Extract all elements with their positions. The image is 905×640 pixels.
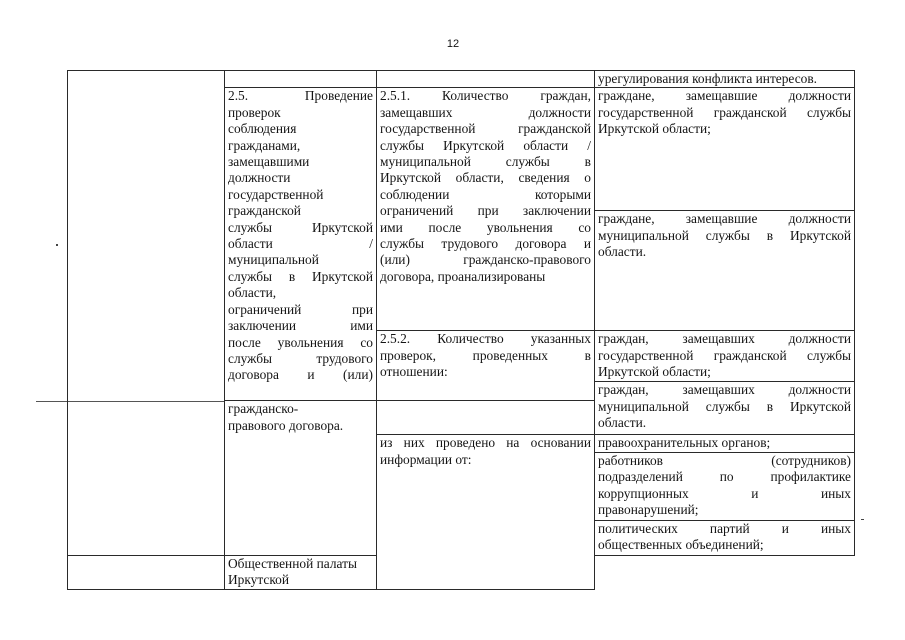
- text-line: Иркутской области;: [598, 364, 711, 380]
- empty-first-column-end: [68, 555, 225, 589]
- text-line: службы Иркутской области /: [380, 137, 591, 153]
- indicator-cell-continuation: [595, 71, 855, 88]
- text-line: 2.5.2. Количество указанных: [380, 331, 591, 347]
- source-employees-text: [598, 453, 851, 519]
- text-line: информации от:: [380, 451, 472, 467]
- indicator-2-5-2-cell: [377, 331, 595, 401]
- text-line: правонарушений;: [598, 502, 699, 518]
- text-line: области.: [598, 415, 647, 431]
- text-line: из них проведено на основании: [380, 435, 591, 451]
- source-public-chamber-cell: [225, 555, 377, 589]
- text-line: гражданами,: [228, 137, 301, 153]
- cell-text: урегулирования конфликта интересов.: [598, 71, 818, 86]
- target-2-5-1-municipal-text: [598, 211, 851, 260]
- text-line: службы трудового договора и: [380, 236, 591, 252]
- target-2-5-2-municipal-cell: [595, 382, 855, 435]
- text-line: граждане, замещавшие должности: [598, 88, 851, 104]
- page-number: 12: [446, 38, 460, 50]
- target-2-5-1-state-cell: [595, 88, 855, 211]
- empty-first-column: [68, 71, 225, 556]
- text-line: государственной гражданской службы: [598, 347, 851, 363]
- text-line: политических партий и иных: [598, 520, 851, 536]
- target-2-5-1-state-text: [598, 88, 851, 137]
- text-line: муниципальной: [228, 252, 319, 268]
- text-line: 2.5. Проведение: [228, 88, 373, 104]
- text-line: государственной гражданской: [380, 121, 591, 137]
- empty-cell: [377, 401, 595, 435]
- text-line: Иркутской области, сведения о: [380, 170, 591, 186]
- text-line: ими после увольнения со: [380, 219, 591, 235]
- text-line: гражданско-: [228, 401, 299, 417]
- target-2-5-1-municipal-cell: [595, 211, 855, 331]
- document-table: [67, 70, 855, 590]
- text-line: после увольнения со: [228, 334, 373, 350]
- text-line: договора, проанализированы: [380, 268, 546, 284]
- source-parties-cell: [595, 520, 855, 555]
- target-2-5-2-state-text: [598, 331, 851, 380]
- text-line: ограничений при: [228, 301, 373, 317]
- text-line: области,: [228, 285, 277, 301]
- text-line: заключении ими: [228, 318, 373, 334]
- text-line: области.: [598, 244, 647, 260]
- measure-2-5-continuation-cell: [225, 401, 377, 555]
- scan-speck: [56, 244, 58, 246]
- text-line: Общественной палаты Иркутской: [228, 555, 357, 588]
- text-line: службы в Иркутской: [228, 268, 373, 284]
- measure-2-5-cell: [225, 88, 377, 401]
- text-line: договора и (или): [228, 367, 373, 383]
- indicator-2-5-1-cell: [377, 88, 595, 331]
- empty-cell: [225, 71, 377, 88]
- text-line: муниципальной службы в Иркутской: [598, 227, 851, 243]
- text-line: государственной: [228, 186, 324, 202]
- text-line: службы Иркутской: [228, 219, 373, 235]
- target-2-5-2-municipal-text: [598, 382, 851, 431]
- text-line: граждане, замещавшие должности: [598, 211, 851, 227]
- text-line: области /: [228, 236, 373, 252]
- text-line: коррупционных и иных: [598, 485, 851, 501]
- indicator-2-5-2-text: [380, 331, 591, 380]
- text-line: работников (сотрудников): [598, 452, 851, 468]
- text-line: (или) гражданско-правового: [380, 252, 591, 268]
- text-line: государственной гражданской службы: [598, 104, 851, 120]
- source-law-enforcement-text: [598, 435, 851, 451]
- empty-cell: [377, 71, 595, 88]
- text-line: граждан, замещавших должности: [598, 331, 851, 347]
- measure-2-5-text-continued: [228, 401, 373, 434]
- text-line: муниципальной службы в Иркутской: [598, 398, 851, 414]
- source-public-chamber-text: [228, 556, 373, 589]
- target-2-5-2-state-cell: [595, 331, 855, 382]
- text-line: подразделений по профилактике: [598, 469, 851, 485]
- source-employees-cell: [595, 452, 855, 520]
- text-line: гражданской: [228, 203, 301, 219]
- text-line: соблюдения: [228, 121, 297, 137]
- indicator-basis-cell: [377, 435, 595, 589]
- text-line: граждан, замещавших должности: [598, 382, 851, 398]
- text-line: проверок, проведенных в: [380, 347, 591, 363]
- source-law-enforcement-cell: [595, 435, 855, 452]
- indicator-basis-text: [380, 435, 591, 468]
- text-line: общественных объединений;: [598, 537, 764, 553]
- measure-2-5-text: [228, 88, 373, 383]
- source-parties-text: [598, 521, 851, 554]
- text-line: проверок: [228, 104, 281, 120]
- text-line: Иркутской области;: [598, 121, 711, 137]
- text-line: замещавшими: [228, 154, 310, 170]
- text-line: 2.5.1. Количество граждан,: [380, 88, 591, 104]
- text-line: муниципальной службы в: [380, 154, 591, 170]
- text-line: замещавших должности: [380, 104, 591, 120]
- text-line: соблюдении которыми: [380, 186, 591, 202]
- text-line: ограничений при заключении: [380, 203, 591, 219]
- indicator-2-5-1-text: [380, 88, 591, 285]
- text-line: должности: [228, 170, 291, 186]
- text-line: правового договора.: [228, 417, 344, 433]
- scan-speck: [861, 519, 864, 520]
- text-line: отношении:: [380, 364, 448, 380]
- table-row: [68, 71, 855, 88]
- text-line: службы трудового: [228, 350, 373, 366]
- text-line: правоохранительных органов;: [598, 435, 771, 451]
